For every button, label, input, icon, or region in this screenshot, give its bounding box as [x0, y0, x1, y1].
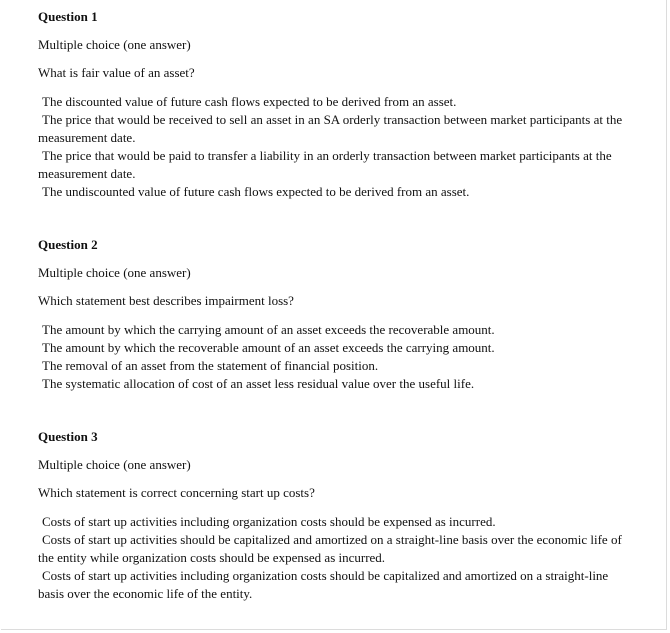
question-heading: Question 3 — [38, 429, 98, 444]
answer-option-a[interactable]: The amount by which the carrying amount of an asset exceeds the recoverable amount. — [42, 322, 495, 337]
question-stem: What is fair value of an asset? — [38, 65, 195, 80]
answer-option-a[interactable]: The discounted value of future cash flows expected to be derived from an asset. — [42, 94, 457, 109]
answer-options — [38, 513, 628, 603]
question-heading: Question 1 — [38, 9, 98, 24]
question-3 — [38, 429, 628, 603]
answer-options — [38, 93, 628, 201]
quiz-document — [38, 9, 628, 603]
question-type: Multiple choice (one answer) — [38, 457, 191, 472]
question-type: Multiple choice (one answer) — [38, 265, 191, 280]
question-stem: Which statement best describes impairment loss? — [38, 293, 294, 308]
answer-option-d[interactable]: The undiscounted value of future cash flows expected to be derived from an asset. — [42, 184, 470, 199]
question-heading: Question 2 — [38, 237, 98, 252]
question-1 — [38, 9, 628, 201]
answer-option-a[interactable]: Costs of start up activities including organization costs should be expensed as incurred. — [42, 514, 496, 529]
answer-option-b[interactable]: Costs of start up activities should be capitalized and amortized on a straight-line basis over the economic life of the entity while organization costs should be expensed as incurred. — [38, 532, 622, 565]
answer-option-d[interactable]: The systematic allocation of cost of an asset less residual value over the useful life. — [42, 376, 475, 391]
question-2 — [38, 237, 628, 393]
answer-options — [38, 321, 628, 393]
answer-option-c[interactable]: The removal of an asset from the statement of financial position. — [42, 358, 379, 373]
answer-option-c[interactable]: The price that would be paid to transfer a liability in an orderly transaction between market participants at the measurement date. — [38, 148, 612, 181]
answer-option-b[interactable]: The price that would be received to sell an asset in an SA orderly transaction between market participants at the measurement date. — [38, 112, 623, 145]
question-stem: Which statement is correct concerning start up costs? — [38, 485, 315, 500]
answer-option-b[interactable]: The amount by which the recoverable amount of an asset exceeds the carrying amount. — [42, 340, 495, 355]
question-type: Multiple choice (one answer) — [38, 37, 191, 52]
answer-option-c[interactable]: Costs of start up activities including organization costs should be capitalized and amortized on a straight-line basis over the economic life of the entity. — [38, 568, 609, 601]
